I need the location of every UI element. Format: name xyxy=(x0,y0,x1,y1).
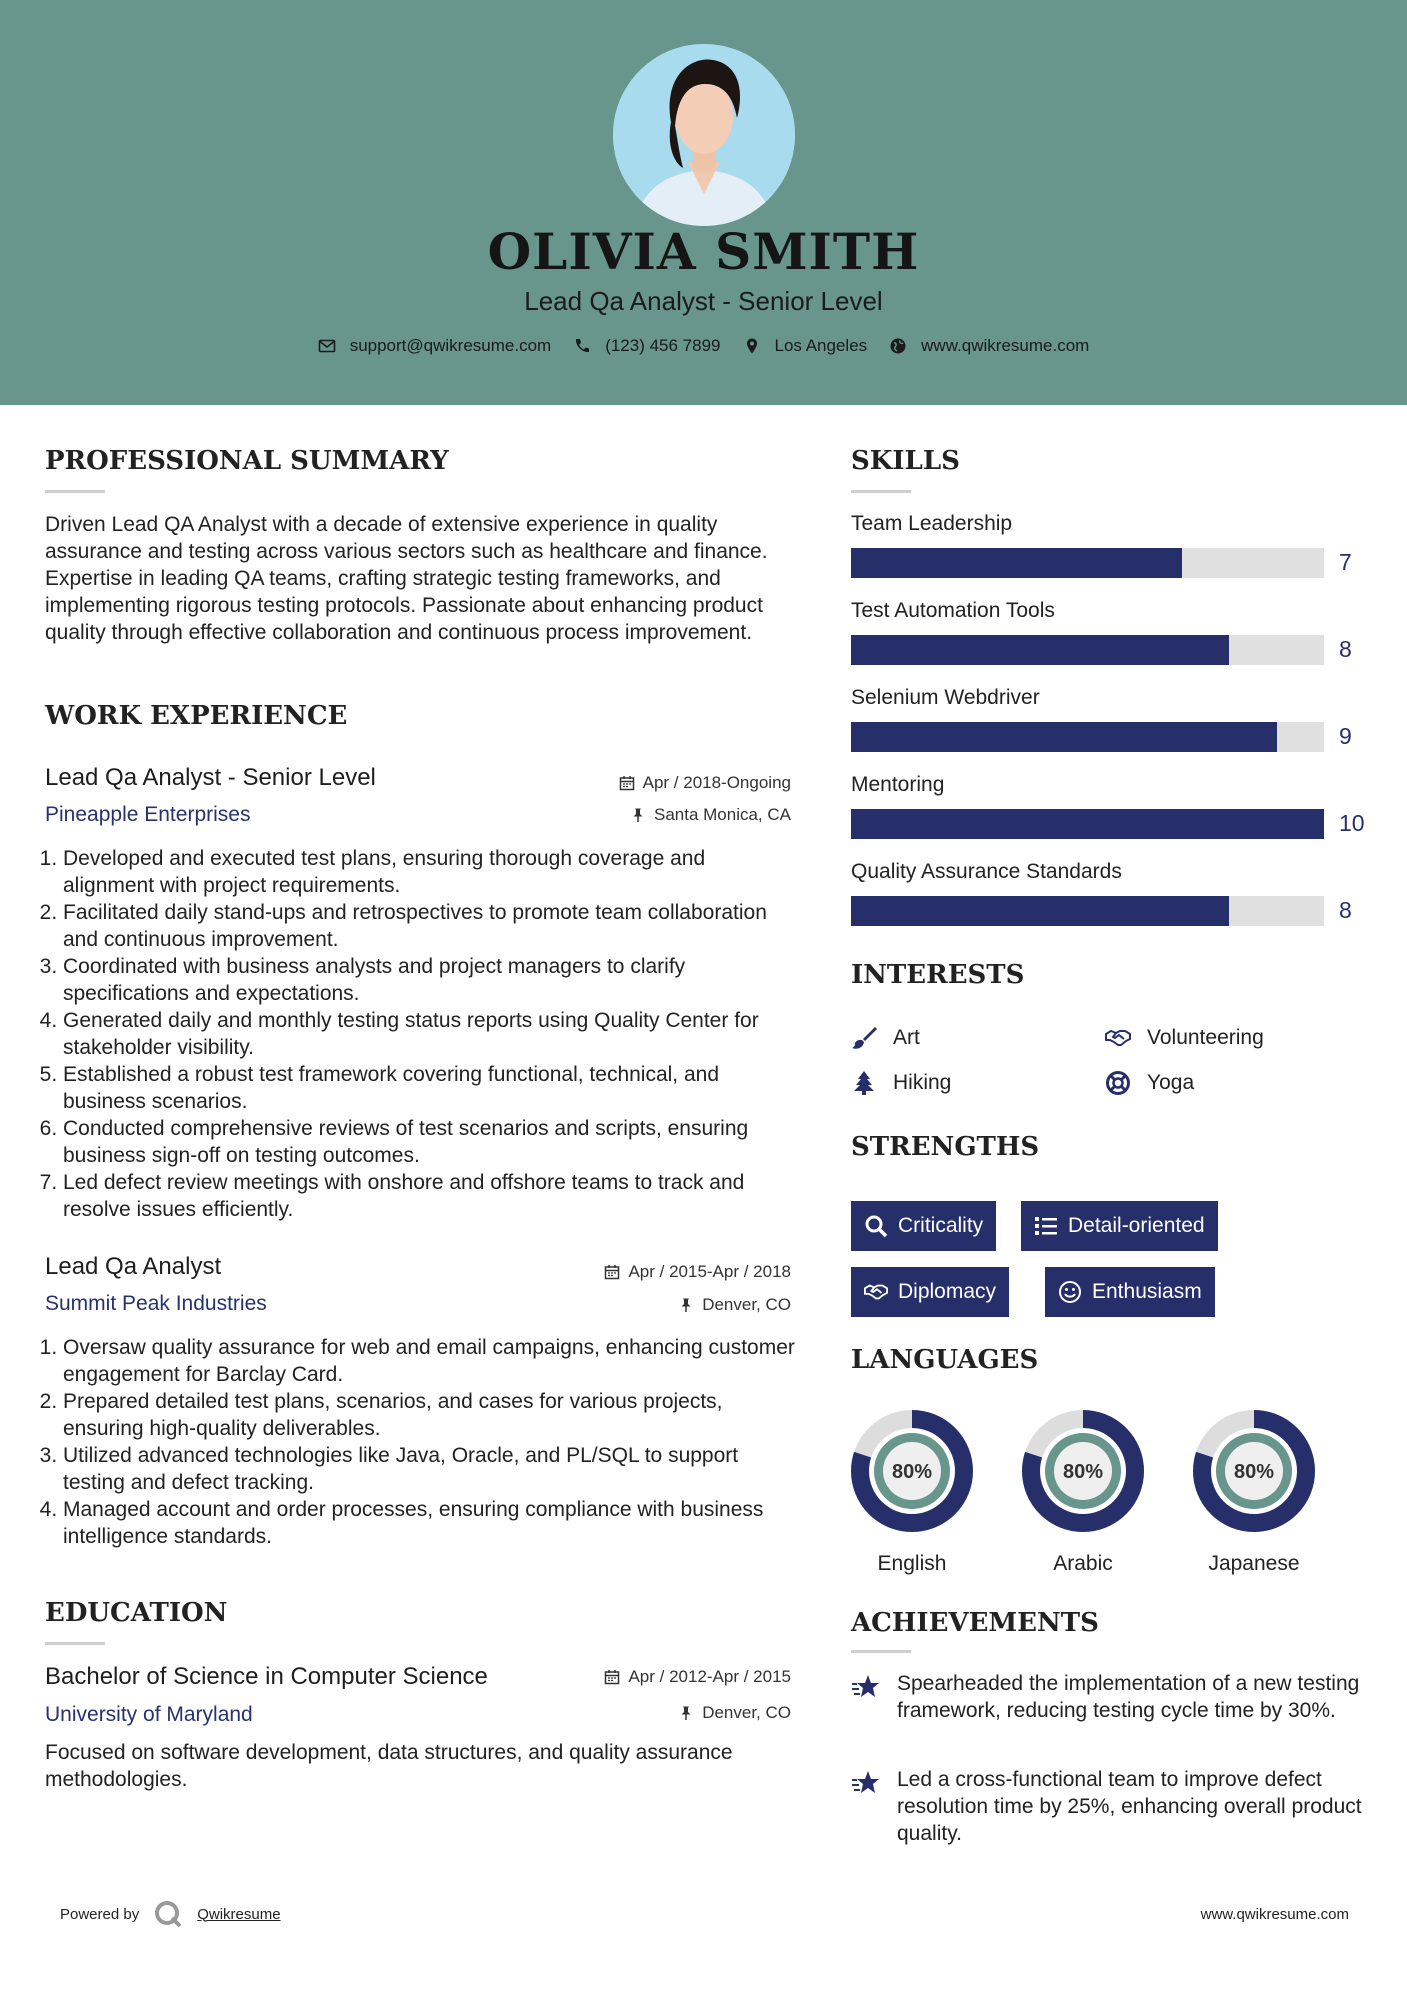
skill-bar-track xyxy=(851,896,1324,926)
interest-label: Hiking xyxy=(893,1071,952,1094)
candidate-name: OLIVIA SMITH xyxy=(487,222,920,281)
interest-label: Volunteering xyxy=(1147,1026,1264,1049)
location-text: Los Angeles xyxy=(774,336,868,355)
email-text: support@qwikresume.com xyxy=(349,336,552,355)
contact-location xyxy=(743,336,868,356)
qwikresume-logo xyxy=(153,1899,183,1929)
degree-title: Bachelor of Science in Computer Science xyxy=(45,1663,488,1690)
strength-label: Criticality xyxy=(898,1214,984,1237)
list-item: 3. Coordinated with business analysts and project managers to clarify specifications and expectations. xyxy=(63,953,795,1007)
skill-bar-track xyxy=(851,635,1324,665)
achievement-text: Led a cross-functional team to improve defect resolution time by 25%, enhancing overall product quality. xyxy=(897,1768,1362,1845)
job-bullets xyxy=(45,845,795,1223)
skill-bar-fill xyxy=(851,722,1277,752)
map-pin-icon xyxy=(743,337,761,355)
list-item: 2. Facilitated daily stand-ups and retrospectives to promote team collaboration and continuous improvement. xyxy=(63,899,795,953)
language-level: 80% xyxy=(1233,1461,1275,1483)
education-dates xyxy=(480,1667,791,1687)
language-item xyxy=(1193,1410,1315,1575)
achievement-text: Spearheaded the implementation of a new testing framework, reducing testing cycle time by 30%. xyxy=(897,1672,1360,1722)
list-item: 1. Oversaw quality assurance for web and email campaigns, enhancing customer engagement for Barclay Card. xyxy=(63,1334,795,1388)
job-location xyxy=(480,1295,791,1315)
star-icon xyxy=(851,1672,881,1702)
skill-name: Selenium Webdriver xyxy=(851,686,1040,709)
footer-website[interactable]: www.qwikresume.com xyxy=(1200,1906,1349,1923)
skills-heading: SKILLS xyxy=(851,446,960,476)
skill-name: Test Automation Tools xyxy=(851,599,1055,622)
skill-name: Quality Assurance Standards xyxy=(851,860,1122,883)
contact-phone[interactable] xyxy=(573,336,720,356)
calendar-icon xyxy=(604,1669,620,1685)
phone-icon xyxy=(573,337,591,355)
education-description: Focused on software development, data structures, and quality assurance methodologies. xyxy=(45,1741,733,1791)
dates-text: Apr / 2012-Apr / 2015 xyxy=(628,1667,791,1686)
language-name: Arabic xyxy=(1053,1552,1113,1575)
calendar-icon xyxy=(604,1264,620,1280)
handshake-icon xyxy=(864,1280,888,1304)
contact-bar xyxy=(0,336,1407,356)
skill-bar-fill xyxy=(851,548,1182,578)
strength-chip xyxy=(851,1267,1009,1317)
language-ring xyxy=(1193,1410,1315,1532)
section-divider xyxy=(851,490,911,493)
list-item: 6. Conducted comprehensive reviews of test scenarios and scripts, ensuring business sign-off on testing outcomes. xyxy=(63,1115,795,1169)
language-name: English xyxy=(877,1552,947,1575)
education-location xyxy=(480,1703,791,1723)
strength-label: Detail-oriented xyxy=(1068,1214,1205,1237)
language-ring xyxy=(1022,1410,1144,1532)
section-divider xyxy=(851,1650,911,1653)
language-item xyxy=(1022,1410,1144,1575)
candidate-role: Lead Qa Analyst - Senior Level xyxy=(524,286,883,316)
contact-website[interactable] xyxy=(889,336,1089,356)
profile-photo xyxy=(613,44,795,226)
brand-link[interactable]: Qwikresume xyxy=(197,1905,281,1923)
list-item: 5. Established a robust test framework covering functional, technical, and business scenarios. xyxy=(63,1061,795,1115)
interest-label: Yoga xyxy=(1147,1071,1195,1094)
location-text: Denver, CO xyxy=(702,1703,791,1722)
section-divider xyxy=(45,1642,105,1645)
smile-icon xyxy=(1058,1280,1082,1304)
school-name: University of Maryland xyxy=(45,1703,253,1726)
avatar xyxy=(613,44,795,226)
language-name: Japanese xyxy=(1208,1552,1300,1575)
location-text: Santa Monica, CA xyxy=(653,805,791,824)
tree-icon xyxy=(851,1070,877,1096)
education-heading: EDUCATION xyxy=(45,1598,228,1628)
phone-text: (123) 456 7899 xyxy=(605,336,721,355)
star-icon xyxy=(851,1768,881,1798)
website-text: www.qwikresume.com xyxy=(921,336,1090,355)
job-dates xyxy=(480,1262,791,1282)
language-ring xyxy=(851,1410,973,1532)
contact-email[interactable] xyxy=(318,336,552,356)
search-icon xyxy=(864,1214,888,1238)
header-band xyxy=(0,0,1407,405)
envelope-icon xyxy=(318,337,336,355)
skill-value: 10 xyxy=(1339,810,1365,836)
experience-heading: WORK EXPERIENCE xyxy=(45,701,348,731)
pushpin-icon xyxy=(630,807,646,823)
paintbrush-icon xyxy=(851,1025,877,1051)
skill-bar-track xyxy=(851,548,1324,578)
dates-text: Apr / 2018-Ongoing xyxy=(642,773,791,792)
achievements-heading: ACHIEVEMENTS xyxy=(851,1608,1099,1638)
company-name: Summit Peak Industries xyxy=(45,1292,267,1315)
skill-value: 9 xyxy=(1339,723,1352,749)
list-item: 7. Led defect review meetings with onshore and offshore teams to track and resolve issues efficiently. xyxy=(63,1169,795,1223)
skill-name: Team Leadership xyxy=(851,512,1013,535)
company-name: Pineapple Enterprises xyxy=(45,803,251,826)
job-dates xyxy=(480,773,791,793)
interest-item xyxy=(851,1025,920,1051)
interest-label: Art xyxy=(893,1026,920,1049)
strengths-heading: STRENGTHS xyxy=(851,1132,1040,1162)
strength-chip xyxy=(1045,1267,1215,1317)
skill-name: Mentoring xyxy=(851,773,945,796)
section-divider xyxy=(45,490,105,493)
language-level: 80% xyxy=(891,1461,933,1483)
lifebuoy-icon xyxy=(1105,1070,1131,1096)
interest-item xyxy=(1105,1025,1264,1051)
footer-branding xyxy=(60,1899,281,1929)
list-item: 4. Managed account and order processes, ensuring compliance with business intelligence standards. xyxy=(63,1496,795,1550)
powered-by-text: Powered by xyxy=(60,1905,140,1923)
strength-chip xyxy=(1021,1201,1218,1251)
list-item: 4. Generated daily and monthly testing status reports using Quality Center for stakeholder visibility. xyxy=(63,1007,795,1061)
strength-label: Diplomacy xyxy=(898,1280,997,1303)
pushpin-icon xyxy=(678,1297,694,1313)
strength-chip xyxy=(851,1201,996,1251)
interests-heading: INTERESTS xyxy=(851,960,1025,990)
skill-value: 7 xyxy=(1339,549,1352,575)
skill-bar-fill xyxy=(851,896,1229,926)
handshake-icon xyxy=(1105,1025,1131,1051)
location-text: Denver, CO xyxy=(702,1295,791,1314)
list-item: 1. Developed and executed test plans, ensuring thorough coverage and alignment with project requirements. xyxy=(63,845,795,899)
skill-bar-fill xyxy=(851,809,1324,839)
job-title: Lead Qa Analyst xyxy=(45,1253,222,1280)
skill-bar-track xyxy=(851,809,1324,839)
skill-bar-fill xyxy=(851,635,1229,665)
interest-item xyxy=(851,1070,951,1096)
summary-heading: PROFESSIONAL SUMMARY xyxy=(45,446,449,476)
skill-value: 8 xyxy=(1339,897,1352,923)
list-icon xyxy=(1034,1214,1058,1238)
job-bullets xyxy=(45,1334,795,1550)
interest-item xyxy=(1105,1070,1194,1096)
language-level: 80% xyxy=(1062,1461,1104,1483)
list-item: 2. Prepared detailed test plans, scenarios, and cases for various projects, ensuring high-quality deliverables. xyxy=(63,1388,795,1442)
calendar-icon xyxy=(619,775,635,791)
strength-label: Enthusiasm xyxy=(1092,1280,1202,1303)
pushpin-icon xyxy=(678,1705,694,1721)
languages-heading: LANGUAGES xyxy=(851,1345,1039,1375)
list-item: 3. Utilized advanced technologies like Java, Oracle, and PL/SQL to support testing and defect tracking. xyxy=(63,1442,795,1496)
job-location xyxy=(480,805,791,825)
achievement-item xyxy=(851,1670,1371,1724)
skill-value: 8 xyxy=(1339,636,1352,662)
skill-bar-track xyxy=(851,722,1324,752)
job-title: Lead Qa Analyst - Senior Level xyxy=(45,764,376,791)
summary-text: Driven Lead QA Analyst with a decade of extensive experience in quality assurance and testing across various sectors such as healthcare and finance. Expertise in leading QA teams, crafting strategic testing frameworks, and implementing rigorous testing protocols. Passionate about enhancing product quality through effective collaboration and continuous process improvement. xyxy=(45,513,768,644)
achievement-item xyxy=(851,1766,1371,1847)
globe-icon xyxy=(889,337,907,355)
language-item xyxy=(851,1410,973,1575)
dates-text: Apr / 2015-Apr / 2018 xyxy=(628,1262,791,1281)
